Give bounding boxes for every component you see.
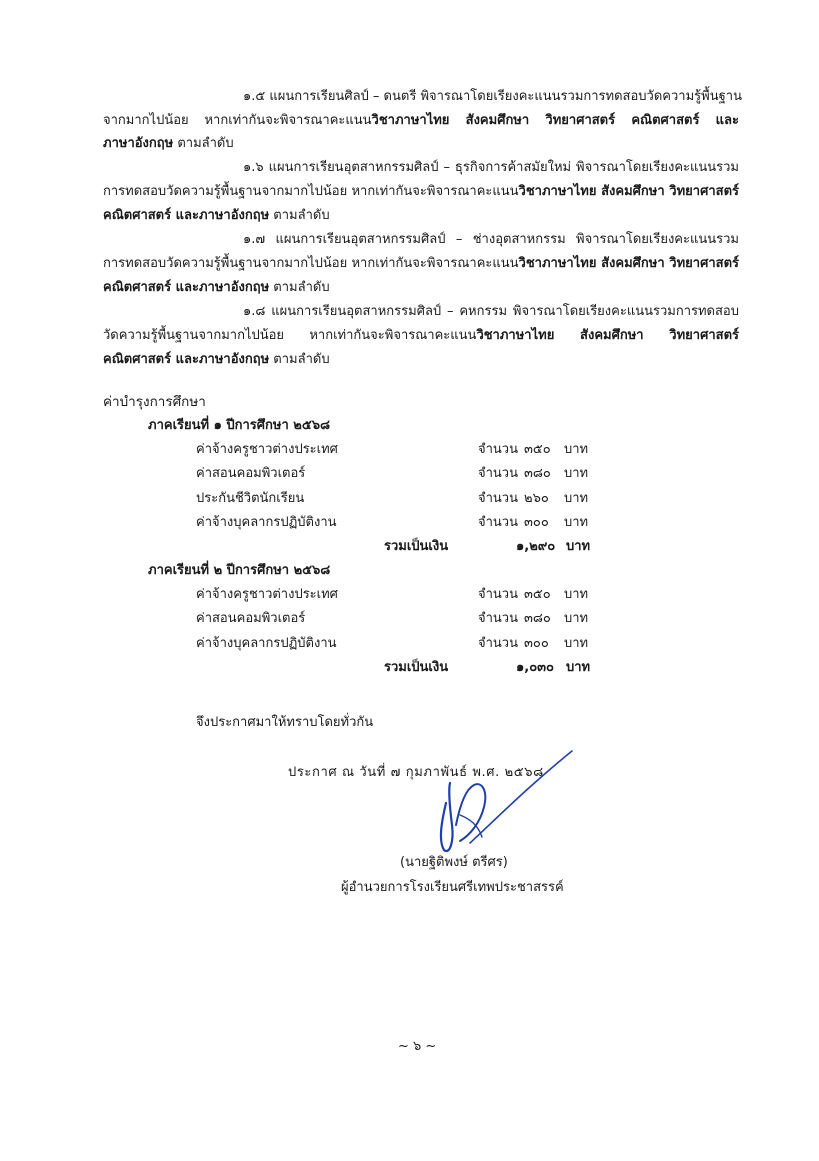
semester-1-title: ภาคเรียนที่ ๑ ปีการศึกษา ๒๕๖๘	[148, 418, 330, 433]
fee-name: ค่าจ้างบุคลากรปฏิบัติงาน	[196, 636, 337, 651]
fee-unit: บาท	[564, 587, 589, 602]
text-segment: การทดสอบวัดความรู้พื้นฐานจากมากไปน้อย หากเท่ากันจะพิจารณาคะแนน	[103, 184, 519, 199]
fee-label: จำนวน	[478, 491, 518, 506]
total-amount: ๑,๐๓๐	[516, 660, 554, 675]
fee-amount: ๓๐๐	[524, 515, 549, 530]
text-segment: ตามลำดับ	[269, 352, 330, 367]
fee-amount: ๓๘๐	[524, 466, 551, 481]
bold-text: วิชาภาษาไทย สังคมศึกษา วิทยาศาสตร์	[476, 328, 739, 343]
fee-label: จำนวน	[478, 636, 518, 651]
fee-label: จำนวน	[478, 587, 518, 602]
total-label: รวมเป็นเงิน	[384, 539, 449, 554]
plan-1-5-line-2	[103, 109, 739, 130]
fee-unit: บาท	[564, 636, 589, 651]
total-unit: บาท	[566, 539, 591, 554]
bold-text: คณิตศาสตร์ และภาษาอังกฤษ	[103, 352, 270, 367]
fee-label: จำนวน	[478, 466, 518, 481]
text-segment: ตามลำดับ	[269, 208, 330, 223]
fee-amount: ๒๖๐	[524, 491, 549, 506]
fee-amount: ๓๐๐	[524, 636, 549, 651]
fee-unit: บาท	[564, 442, 589, 457]
bold-text: วิชาภาษาไทย สังคมศึกษา วิทยาศาสตร์	[518, 184, 739, 199]
signature-mark	[430, 745, 580, 855]
total-unit: บาท	[566, 660, 591, 675]
total-amount: ๑,๒๙๐	[516, 539, 556, 554]
fee-name: ค่าสอนคอมพิวเตอร์	[196, 466, 306, 481]
plan-1-7-line-2	[103, 252, 739, 273]
plan-1-8-line-2	[103, 324, 739, 345]
text-segment: ๑.๖ แผนการเรียนอุตสาหกรรมศิลป์ – ธุรกิจการค้าสมัยใหม่ พิจารณาโดยเรียงคะแนนรวม	[243, 160, 739, 175]
fee-unit: บาท	[564, 466, 589, 481]
text-segment: ๑.๗ แผนการเรียนอุตสาหกรรมศิลป์ – ช่างอุตสาหกรรม พิจารณาโดยเรียงคะแนนรวม	[243, 232, 739, 247]
bold-text: ภาษาอังกฤษ	[103, 136, 174, 151]
plan-1-5-line-3	[103, 132, 739, 153]
fee-amount: ๓๕๐	[524, 587, 551, 602]
text-segment: วัดความรู้พื้นฐานจากมากไปน้อย หากเท่ากันจะพิจารณาคะแนน	[103, 328, 477, 343]
semester-2-title: ภาคเรียนที่ ๒ ปีการศึกษา ๒๕๖๘	[148, 563, 331, 578]
text-segment: การทดสอบวัดความรู้พื้นฐานจากมากไปน้อย หากเท่ากันจะพิจารณาคะแนน	[103, 256, 519, 271]
plan-1-6-line-3	[103, 204, 739, 225]
plan-1-6-line-2	[103, 180, 739, 201]
text-segment: ๑.๘ แผนการเรียนอุตสาหกรรมศิลป์ – คหกรรม พิจารณาโดยเรียงคะแนนรวมการทดสอบ	[243, 304, 739, 319]
fee-amount: ๓๕๐	[524, 442, 551, 457]
fee-label: จำนวน	[478, 611, 518, 626]
bold-text: คณิตศาสตร์ และภาษาอังกฤษ	[103, 208, 270, 223]
announce-text: จึงประกาศมาให้ทราบโดยทั่วกัน	[196, 715, 374, 730]
text-segment: ๑.๕ แผนการเรียนศิลป์ – ดนตรี พิจารณาโดยเรียงคะแนนรวมการทดสอบวัดความรู้พื้นฐาน	[243, 89, 742, 104]
page-number: ~ ๖ ~	[398, 1039, 437, 1054]
total-label: รวมเป็นเงิน	[384, 660, 449, 675]
fee-name: ค่าจ้างครูชาวต่างประเทศ	[196, 587, 338, 602]
plan-1-8-line-3	[103, 348, 739, 369]
text-segment: จากมากไปน้อย หากเท่ากันจะพิจารณาคะแนน	[103, 113, 372, 128]
fee-name: ค่าจ้างบุคลากรปฏิบัติงาน	[196, 515, 337, 530]
announce-date: ประกาศ ณ วันที่ ๗ กุมภาพันธ์ พ.ศ. ๒๕๖๘	[288, 765, 544, 780]
signer-name: (นายฐิติพงษ์ ตรีศร)	[400, 855, 508, 870]
plan-1-5-line-1	[243, 85, 742, 106]
fee-label: จำนวน	[478, 442, 518, 457]
fee-name: ค่าจ้างครูชาวต่างประเทศ	[196, 442, 338, 457]
bold-text: วิชาภาษาไทย สังคมศึกษา วิทยาศาสตร์ คณิตศาสตร์ และ	[371, 113, 739, 128]
text-segment: ตามลำดับ	[269, 280, 330, 295]
plan-1-6-line-1	[243, 156, 739, 177]
plan-1-8-line-1	[243, 300, 739, 321]
fee-name: ประกันชีวิตนักเรียน	[196, 491, 305, 506]
fee-unit: บาท	[564, 611, 589, 626]
bold-text: คณิตศาสตร์ และภาษาอังกฤษ	[103, 280, 270, 295]
signer-title: ผู้อำนวยการโรงเรียนศรีเทพประชาสรรค์	[341, 880, 564, 895]
fee-amount: ๓๘๐	[524, 611, 551, 626]
bold-text: วิชาภาษาไทย สังคมศึกษา วิทยาศาสตร์	[518, 256, 739, 271]
fee-unit: บาท	[564, 491, 589, 506]
fee-name: ค่าสอนคอมพิวเตอร์	[196, 611, 306, 626]
fee-unit: บาท	[564, 515, 589, 530]
plan-1-7-line-3	[103, 276, 739, 297]
plan-1-7-line-1	[243, 228, 739, 249]
fees-heading: ค่าบำรุงการศึกษา	[103, 394, 206, 410]
text-segment: ตามลำดับ	[173, 136, 234, 151]
fee-label: จำนวน	[478, 515, 518, 530]
